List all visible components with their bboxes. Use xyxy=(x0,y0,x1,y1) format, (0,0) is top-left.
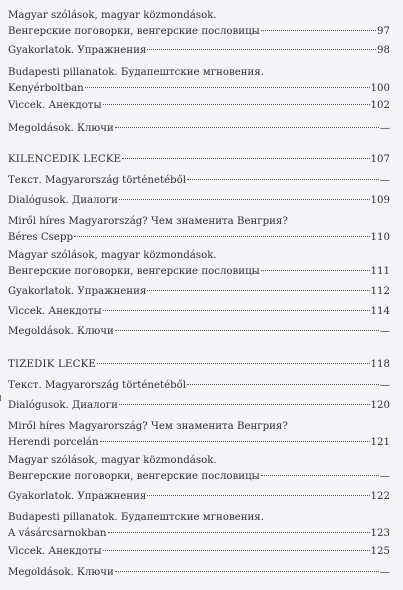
toc-entry xyxy=(8,65,390,97)
page-number: 102 xyxy=(370,100,390,111)
entry-title: Gyakorlatok. Упражнения xyxy=(8,45,147,56)
page-number: 110 xyxy=(370,232,390,243)
page-number: — xyxy=(379,567,390,578)
page-number: 120 xyxy=(370,400,390,411)
entry-title-line-1: Magyar szólások, magyar közmondások. xyxy=(8,10,217,21)
entry-title: Gyakorlatok. Упражнения xyxy=(8,286,147,297)
entry-title-line-1: Magyar szólások, magyar közmondások. xyxy=(8,250,217,261)
page-number: — xyxy=(379,380,390,391)
page-number: 122 xyxy=(370,491,390,502)
entry-title: Текст. Magyarország történetéből xyxy=(8,175,187,186)
toc-entry xyxy=(8,214,390,246)
entry-title: Dialógusok. Диалоги xyxy=(8,400,118,411)
entry-title-line-2: Венгерские поговорки, венгерские пословицы xyxy=(8,26,260,37)
page-number: 125 xyxy=(370,546,390,557)
dot-leader xyxy=(122,158,369,159)
page-number: 111 xyxy=(370,266,390,277)
toc-entry xyxy=(8,324,390,340)
lesson-title: KILENCEDIK LECKE xyxy=(8,154,122,165)
dot-leader xyxy=(261,270,370,271)
toc-entry xyxy=(8,43,390,59)
page-number: 98 xyxy=(377,45,390,56)
dot-leader xyxy=(97,363,370,364)
toc-entry xyxy=(8,453,390,485)
entry-title-line-1: Magyar szólások, magyar közmondások. xyxy=(8,455,217,466)
entry-title-line-2: Herendi porcelán xyxy=(8,437,99,448)
page-number: 100 xyxy=(370,83,390,94)
dot-leader xyxy=(147,290,369,291)
dot-leader xyxy=(187,179,379,180)
entry-title: Megoldások. Ключи xyxy=(8,123,114,134)
dot-leader xyxy=(100,441,370,442)
toc-entry xyxy=(8,419,390,451)
toc-entry xyxy=(8,565,390,581)
toc-entry xyxy=(8,378,390,394)
lesson-heading xyxy=(8,357,390,373)
dot-leader xyxy=(261,30,376,31)
dot-leader xyxy=(103,310,370,311)
lesson-title: TIZEDIK LECKE xyxy=(8,359,97,370)
dot-leader xyxy=(108,532,370,533)
entry-title-line-2: Венгерские поговорки, венгерские пословицы xyxy=(8,266,260,277)
dot-leader xyxy=(115,571,379,572)
toc-entry xyxy=(8,248,390,280)
dot-leader xyxy=(147,49,376,50)
dot-leader xyxy=(74,236,370,237)
entry-title-line-2: Венгерские поговорки, венгерские пословицы xyxy=(8,471,260,482)
page-number: 109 xyxy=(370,195,390,206)
entry-title: Текст. Magyarország történetéből xyxy=(8,380,187,391)
page-number: 112 xyxy=(370,286,390,297)
page-number: 118 xyxy=(370,359,390,370)
toc-entry xyxy=(8,193,390,209)
dot-leader xyxy=(147,495,369,496)
entry-title-line-1: Budapesti pillanatok. Будапештские мгновения. xyxy=(8,67,264,78)
entry-title: Viccek. Анекдоты xyxy=(8,306,102,317)
page-number: 107 xyxy=(370,154,390,165)
entry-title: Dialógusok. Диалоги xyxy=(8,195,118,206)
dot-leader xyxy=(103,104,370,105)
dot-leader xyxy=(119,199,370,200)
page-number: 123 xyxy=(370,528,390,539)
toc-entry xyxy=(8,8,390,40)
toc-entry xyxy=(8,398,390,414)
entry-title: Gyakorlatok. Упражнения xyxy=(8,491,147,502)
page-number: — xyxy=(379,471,390,482)
toc-entry xyxy=(8,304,390,320)
entry-title-line-2: Béres Csepp xyxy=(8,232,73,243)
toc-entry xyxy=(8,173,390,189)
dot-leader xyxy=(103,550,370,551)
entry-title-line-1: Miről híres Magyarország? Чем знаменита Венгрия? xyxy=(8,421,288,432)
toc-entry xyxy=(8,284,390,300)
dot-leader xyxy=(119,404,370,405)
entry-title-line-1: Miről híres Magyarország? Чем знаменита Венгрия? xyxy=(8,216,288,227)
dot-leader xyxy=(115,330,379,331)
page-edge-mark xyxy=(0,395,4,401)
toc-entry xyxy=(8,98,390,114)
entry-title-line-1: Budapesti pillanatok. Будапештские мгновения. xyxy=(8,512,264,523)
entry-title-line-2: A vásárcsarnokban xyxy=(8,528,107,539)
page-number: 97 xyxy=(377,26,390,37)
toc-entry xyxy=(8,544,390,560)
entry-title: Viccek. Анекдоты xyxy=(8,546,102,557)
entry-title: Megoldások. Ключи xyxy=(8,326,114,337)
page-number: — xyxy=(379,175,390,186)
toc-entry xyxy=(8,489,390,505)
toc-entry xyxy=(8,510,390,542)
dot-leader xyxy=(85,87,370,88)
page-number: — xyxy=(379,326,390,337)
dot-leader xyxy=(261,475,379,476)
page-number: 121 xyxy=(370,437,390,448)
dot-leader xyxy=(187,384,379,385)
lesson-heading xyxy=(8,152,390,168)
entry-title-line-2: Kenyérboltban xyxy=(8,83,84,94)
page-number: — xyxy=(379,123,390,134)
page-number: 114 xyxy=(370,306,390,317)
toc-entry xyxy=(8,121,390,137)
dot-leader xyxy=(115,127,379,128)
entry-title: Megoldások. Ключи xyxy=(8,567,114,578)
entry-title: Viccek. Анекдоты xyxy=(8,100,102,111)
